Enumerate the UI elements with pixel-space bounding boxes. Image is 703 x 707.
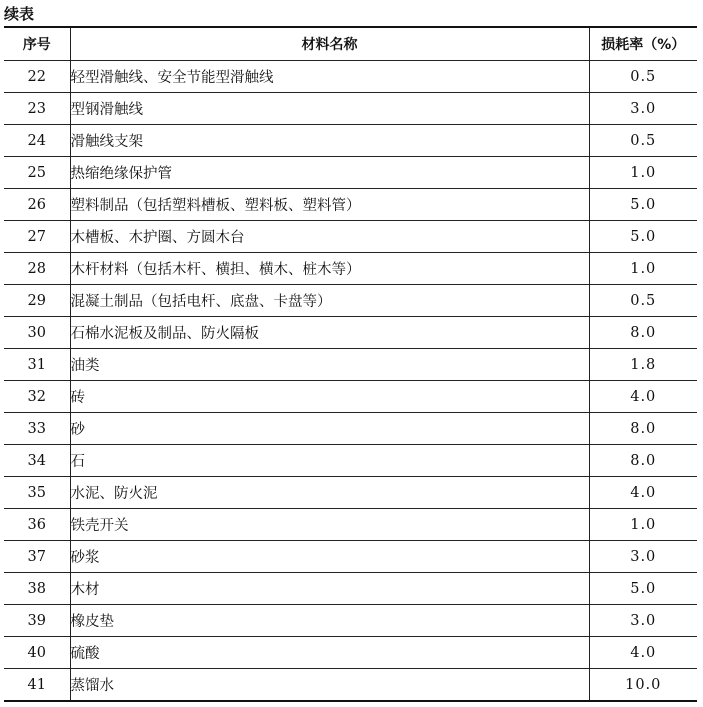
- row-number: 37: [4, 541, 70, 573]
- table-row: [4, 317, 697, 349]
- loss-rate: 4.0: [589, 637, 697, 669]
- loss-rate: 5.0: [589, 573, 697, 605]
- table-row: [4, 381, 697, 413]
- table-row: [4, 253, 697, 285]
- table-row: [4, 349, 697, 381]
- loss-rate: 0.5: [589, 285, 697, 317]
- material-name: 砖: [70, 381, 589, 413]
- row-number: 38: [4, 573, 70, 605]
- loss-rate: 3.0: [589, 605, 697, 637]
- material-name: 石棉水泥板及制品、防火隔板: [70, 317, 589, 349]
- loss-rate: 3.0: [589, 541, 697, 573]
- table-row: [4, 413, 697, 445]
- material-name: 硫酸: [70, 637, 589, 669]
- header-material-name: 材料名称: [70, 27, 589, 61]
- table-row: [4, 573, 697, 605]
- loss-rate: 1.0: [589, 509, 697, 541]
- loss-rate: 1.0: [589, 253, 697, 285]
- header-no: 序号: [4, 27, 70, 61]
- material-name: 滑触线支架: [70, 125, 589, 157]
- table-row: [4, 221, 697, 253]
- header-loss-rate: 损耗率（%）: [589, 27, 697, 61]
- row-number: 39: [4, 605, 70, 637]
- material-name: 木杆材料（包括木杆、横担、横木、桩木等）: [70, 253, 589, 285]
- loss-rate: 0.5: [589, 61, 697, 93]
- row-number: 28: [4, 253, 70, 285]
- row-number: 34: [4, 445, 70, 477]
- material-name: 蒸馏水: [70, 669, 589, 702]
- loss-rate: 8.0: [589, 445, 697, 477]
- table-row: [4, 477, 697, 509]
- header-row: [4, 27, 697, 61]
- loss-rate: 5.0: [589, 189, 697, 221]
- material-name: 橡皮垫: [70, 605, 589, 637]
- loss-rate: 5.0: [589, 221, 697, 253]
- table-row: [4, 189, 697, 221]
- table-row: [4, 605, 697, 637]
- material-name: 混凝土制品（包括电杆、底盘、卡盘等）: [70, 285, 589, 317]
- loss-rate: 8.0: [589, 317, 697, 349]
- loss-rate: 4.0: [589, 381, 697, 413]
- row-number: 35: [4, 477, 70, 509]
- table-row: [4, 541, 697, 573]
- row-number: 36: [4, 509, 70, 541]
- material-name: 石: [70, 445, 589, 477]
- row-number: 26: [4, 189, 70, 221]
- material-name: 水泥、防火泥: [70, 477, 589, 509]
- row-number: 24: [4, 125, 70, 157]
- row-number: 29: [4, 285, 70, 317]
- material-name: 轻型滑触线、安全节能型滑触线: [70, 61, 589, 93]
- row-number: 41: [4, 669, 70, 702]
- material-name: 热缩绝缘保护管: [70, 157, 589, 189]
- row-number: 30: [4, 317, 70, 349]
- loss-rate: 0.5: [589, 125, 697, 157]
- material-loss-table: [4, 26, 697, 702]
- row-number: 32: [4, 381, 70, 413]
- loss-rate: 4.0: [589, 477, 697, 509]
- table-caption: 续表: [4, 5, 35, 23]
- table-row: [4, 637, 697, 669]
- row-number: 33: [4, 413, 70, 445]
- table-row: [4, 669, 697, 702]
- loss-rate: 1.0: [589, 157, 697, 189]
- material-name: 木材: [70, 573, 589, 605]
- row-number: 25: [4, 157, 70, 189]
- material-name: 塑料制品（包括塑料槽板、塑料板、塑料管）: [70, 189, 589, 221]
- row-number: 27: [4, 221, 70, 253]
- table-row: [4, 509, 697, 541]
- material-name: 型钢滑触线: [70, 93, 589, 125]
- table-row: [4, 125, 697, 157]
- table-row: [4, 157, 697, 189]
- row-number: 23: [4, 93, 70, 125]
- material-name: 砂浆: [70, 541, 589, 573]
- loss-rate: 1.8: [589, 349, 697, 381]
- loss-rate: 10.0: [589, 669, 697, 702]
- table-body: [4, 61, 697, 702]
- material-name: 木槽板、木护圈、方圆木台: [70, 221, 589, 253]
- table-row: [4, 285, 697, 317]
- row-number: 40: [4, 637, 70, 669]
- table-row: [4, 445, 697, 477]
- material-name: 砂: [70, 413, 589, 445]
- loss-rate: 8.0: [589, 413, 697, 445]
- row-number: 22: [4, 61, 70, 93]
- material-name: 油类: [70, 349, 589, 381]
- loss-rate: 3.0: [589, 93, 697, 125]
- material-name: 铁壳开关: [70, 509, 589, 541]
- table-row: [4, 93, 697, 125]
- table-row: [4, 61, 697, 93]
- row-number: 31: [4, 349, 70, 381]
